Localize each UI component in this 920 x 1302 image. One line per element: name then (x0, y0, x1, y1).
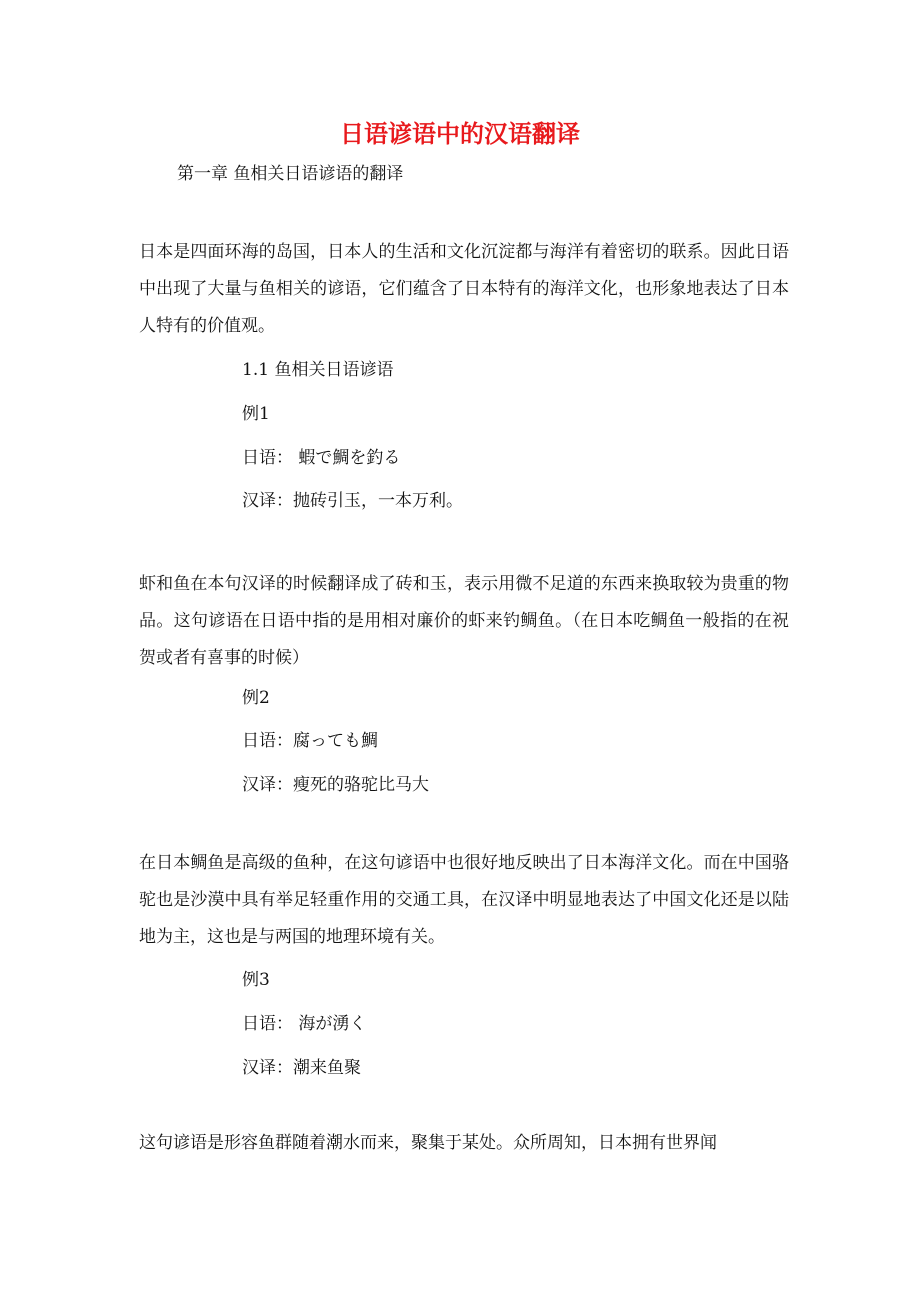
example-japanese: 日语： 蝦で鯛を釣る (242, 448, 401, 468)
example-explanation: 在日本鲷鱼是高级的鱼种，在这句谚语中也很好地反映出了日本海洋文化。而在中国骆驼也是沙漠中具有举足轻重作用的交通工具，在汉译中明显地表达了中国文化还是以陆地为主，这也是与两国的地理环境有关。 (139, 853, 789, 947)
example-explanation: 虾和鱼在本句汉译的时候翻译成了砖和玉，表示用微不足道的东西来换取较为贵重的物品。这句谚语在日语中指的是用相对廉价的虾来钓鲷鱼。（在日本吃鲷鱼一般指的在祝贺或者有喜事的时候） (139, 574, 789, 668)
section-heading: 1.1 鱼相关日语谚语 (242, 360, 394, 380)
example-label: 例1 (242, 404, 270, 424)
example-label: 例3 (242, 970, 270, 990)
intro-paragraph: 日本是四面环海的岛国，日本人的生活和文化沉淀都与海洋有着密切的联系。因此日语中出现了大量与鱼相关的谚语，它们蕴含了日本特有的海洋文化，也形象地表达了日本人特有的价值观。 (139, 242, 789, 336)
example-chinese: 汉译：抛砖引玉，一本万利。 (242, 491, 463, 511)
example-chinese: 汉译：潮来鱼聚 (242, 1058, 361, 1078)
example-explanation: 这句谚语是形容鱼群随着潮水而来，聚集于某处。众所周知，日本拥有世界闻 (139, 1133, 717, 1153)
example-chinese: 汉译：瘦死的骆驼比马大 (242, 775, 429, 795)
example-japanese: 日语： 海が湧く (242, 1014, 367, 1034)
chapter-heading: 第一章 鱼相关日语谚语的翻译 (177, 164, 404, 184)
example-label: 例2 (242, 688, 270, 708)
document-title: 日语谚语中的汉语翻译 (340, 120, 580, 148)
example-japanese: 日语：腐っても鯛 (242, 731, 378, 751)
